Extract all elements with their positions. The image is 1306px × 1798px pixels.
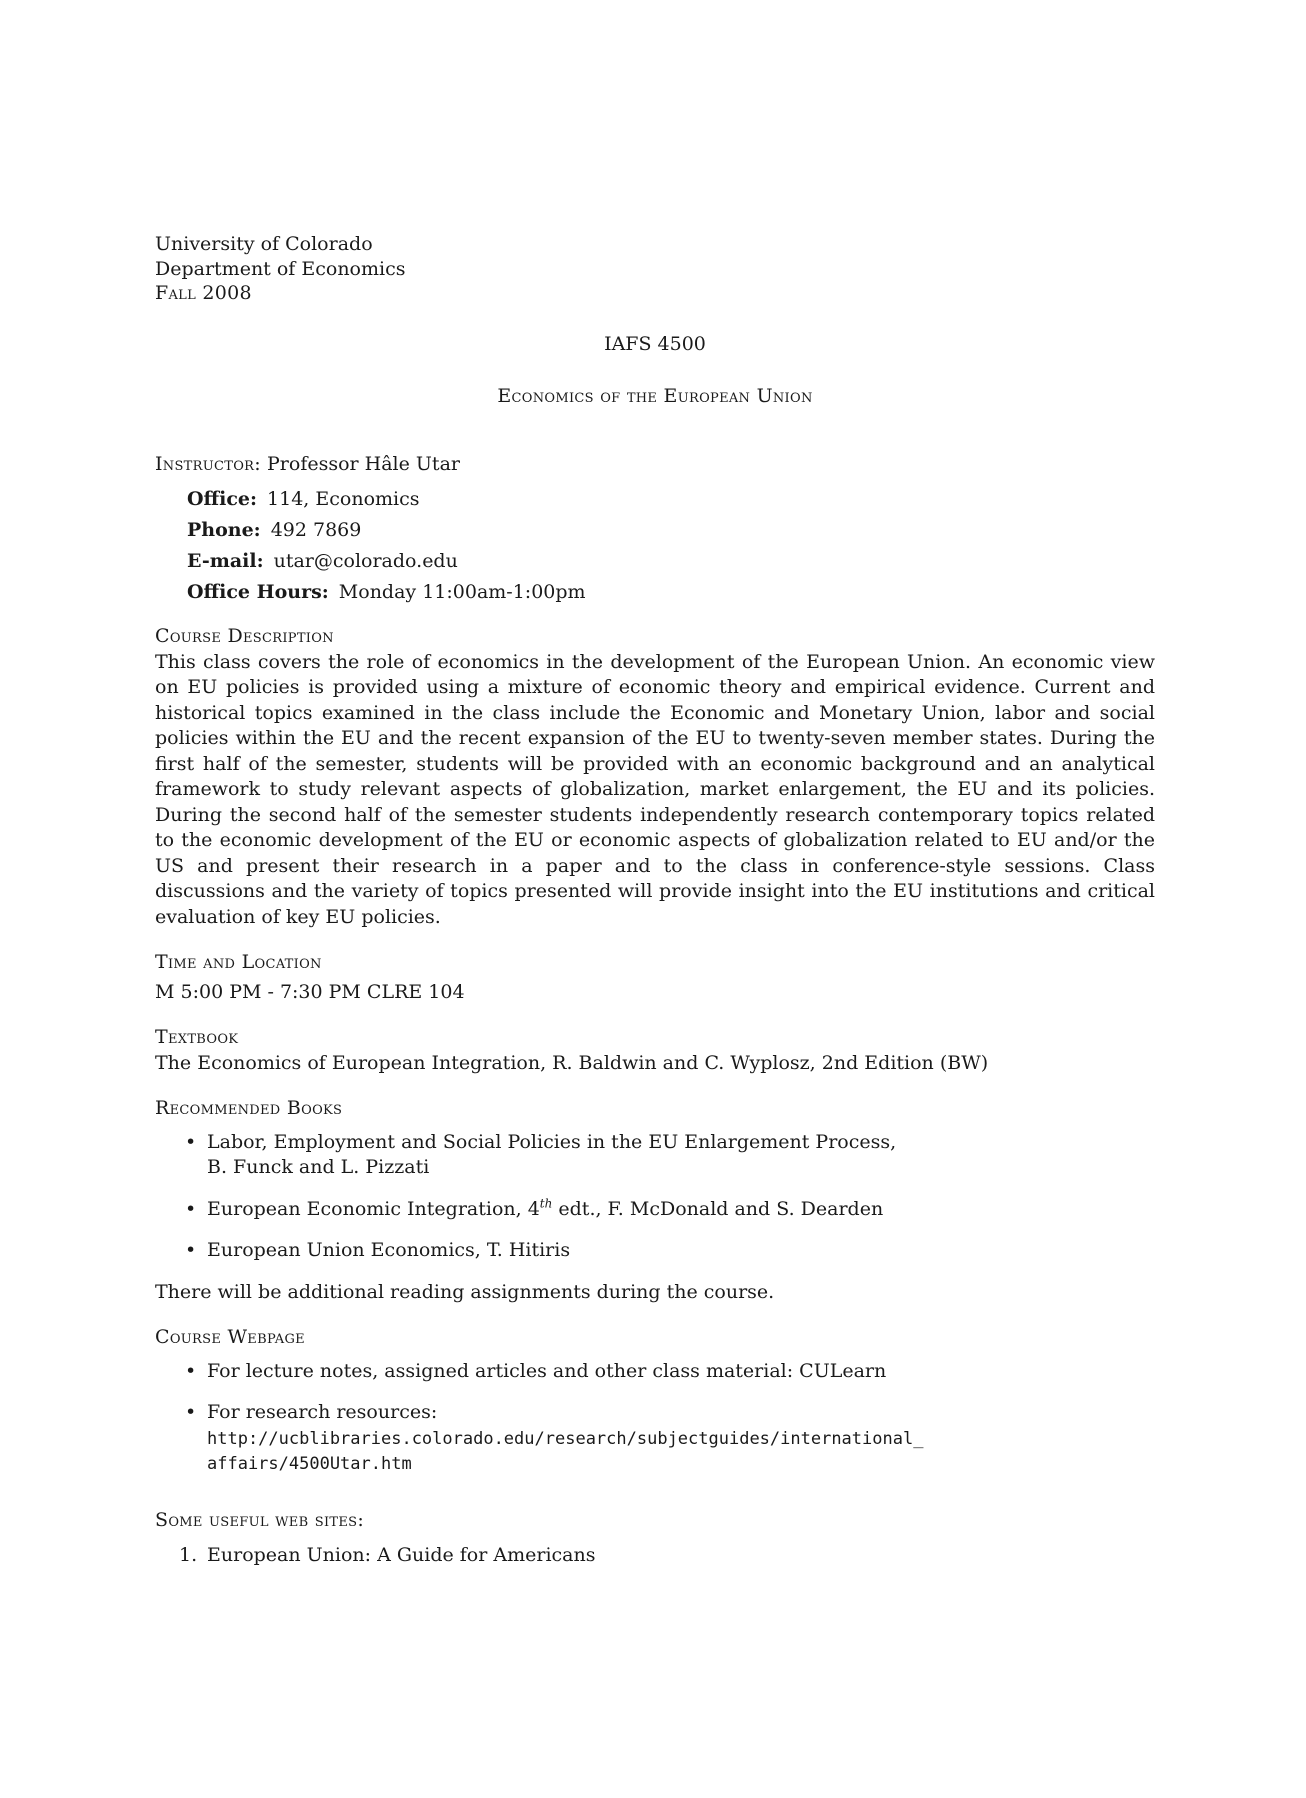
list-item — [185, 1238, 1155, 1264]
recommended-books-list — [155, 1130, 1155, 1264]
useful-sites-heading: Some useful web sites: — [155, 1508, 365, 1531]
edition-superscript: th — [539, 1196, 553, 1211]
bullet-icon: • — [185, 1130, 197, 1153]
list-item — [185, 1130, 1155, 1181]
item-number: 1. — [179, 1544, 198, 1566]
course-webpage-list — [155, 1359, 1155, 1478]
book-authors: edt., F. McDonald and S. Dearden — [552, 1197, 884, 1220]
useful-sites-list — [155, 1543, 1155, 1569]
office-details — [187, 484, 1155, 608]
course-code: IAFS 4500 — [604, 332, 706, 355]
book-title: European Economic Integration, 4 — [207, 1197, 540, 1220]
instructor-line — [155, 452, 1155, 478]
course-title: Economics of the European Union — [497, 385, 813, 407]
lecture-notes-text: For lecture notes, assigned articles and other class material: CULearn — [207, 1359, 887, 1382]
office-hours-value: Monday 11:00am-1:00pm — [338, 581, 586, 603]
research-resources-link[interactable]: http://ucblibraries.colorado.edu/research/subjectguides/international_ — [207, 1428, 924, 1449]
bullet-icon: • — [185, 1401, 197, 1423]
time-location-text: M 5:00 PM - 7:30 PM CLRE 104 — [155, 980, 465, 1003]
term: Fall 2008 — [155, 282, 252, 304]
instructor-label: Instructor: — [155, 452, 261, 475]
bullet-icon: • — [185, 1239, 197, 1261]
office-row — [187, 484, 1155, 515]
list-item — [185, 1359, 1155, 1385]
research-resources-label: For research resources: — [207, 1401, 438, 1423]
course-webpage-heading: Course Webpage — [155, 1326, 305, 1348]
textbook-text: The Economics of European Integration, R. Baldwin and C. Wyplosz, 2nd Edition (BW) — [155, 1051, 989, 1074]
list-item — [179, 1543, 1155, 1569]
book-title: European Union Economics, T. Hitiris — [207, 1239, 571, 1261]
phone-row — [187, 515, 1155, 546]
office-label: Office: — [187, 488, 258, 510]
email-value[interactable]: utar@colorado.edu — [273, 550, 458, 572]
list-item — [185, 1400, 1155, 1478]
additional-reading-note: There will be additional reading assignments during the course. — [155, 1280, 775, 1303]
phone-value: 492 7869 — [270, 519, 362, 541]
university-name: University of Colorado — [155, 233, 373, 255]
book-title: Labor, Employment and Social Policies in the EU Enlargement Process, — [207, 1130, 897, 1153]
research-resources-link-cont[interactable]: affairs/4500Utar.htm — [207, 1454, 412, 1474]
textbook-heading: Textbook — [155, 1026, 239, 1048]
office-hours-row — [187, 577, 1155, 608]
book-authors: B. Funck and L. Pizzati — [207, 1156, 430, 1178]
recommended-books-heading: Recommended Books — [155, 1097, 343, 1119]
syllabus-page — [155, 232, 1155, 1569]
list-item — [185, 1196, 1155, 1223]
instructor-name: Professor Hâle Utar — [267, 452, 460, 475]
course-description-heading: Course Description — [155, 625, 334, 647]
course-description-text: This class covers the role of economics in the development of the European Union. An economic view on EU policies is provided using a mixture of economic theory and empirical evidence. Current and historical topics examined in the class include the Economic and Monetary Union, labor and social policies within the EU and the recent expansion of the EU to twenty-seven member states. During the first half of the semester, students will be provided with an economic background and an analytical framework to study relevant aspects of globalization, market enlargement, the EU and its policies. During the second half of the semester students independently research contemporary topics related to the economic development of the EU or economic aspects of globalization related to EU and/or the US and present their research in a paper and to the class in conference-style sessions. Class discussions and the variety of topics presented will provide insight into the EU institutions and critical evaluation of key EU policies. — [155, 650, 1155, 928]
department-name: Department of Economics — [155, 257, 406, 280]
email-label: E-mail: — [187, 550, 264, 572]
phone-label: Phone: — [187, 519, 261, 541]
header-block — [155, 232, 1155, 306]
bullet-icon: • — [185, 1359, 197, 1382]
office-hours-label: Office Hours: — [187, 581, 329, 603]
email-row — [187, 546, 1155, 577]
site-name[interactable]: European Union: A Guide for Americans — [207, 1544, 596, 1566]
bullet-icon: • — [185, 1197, 197, 1220]
office-value: 114, Economics — [267, 488, 420, 510]
time-location-heading: Time and Location — [155, 951, 322, 973]
